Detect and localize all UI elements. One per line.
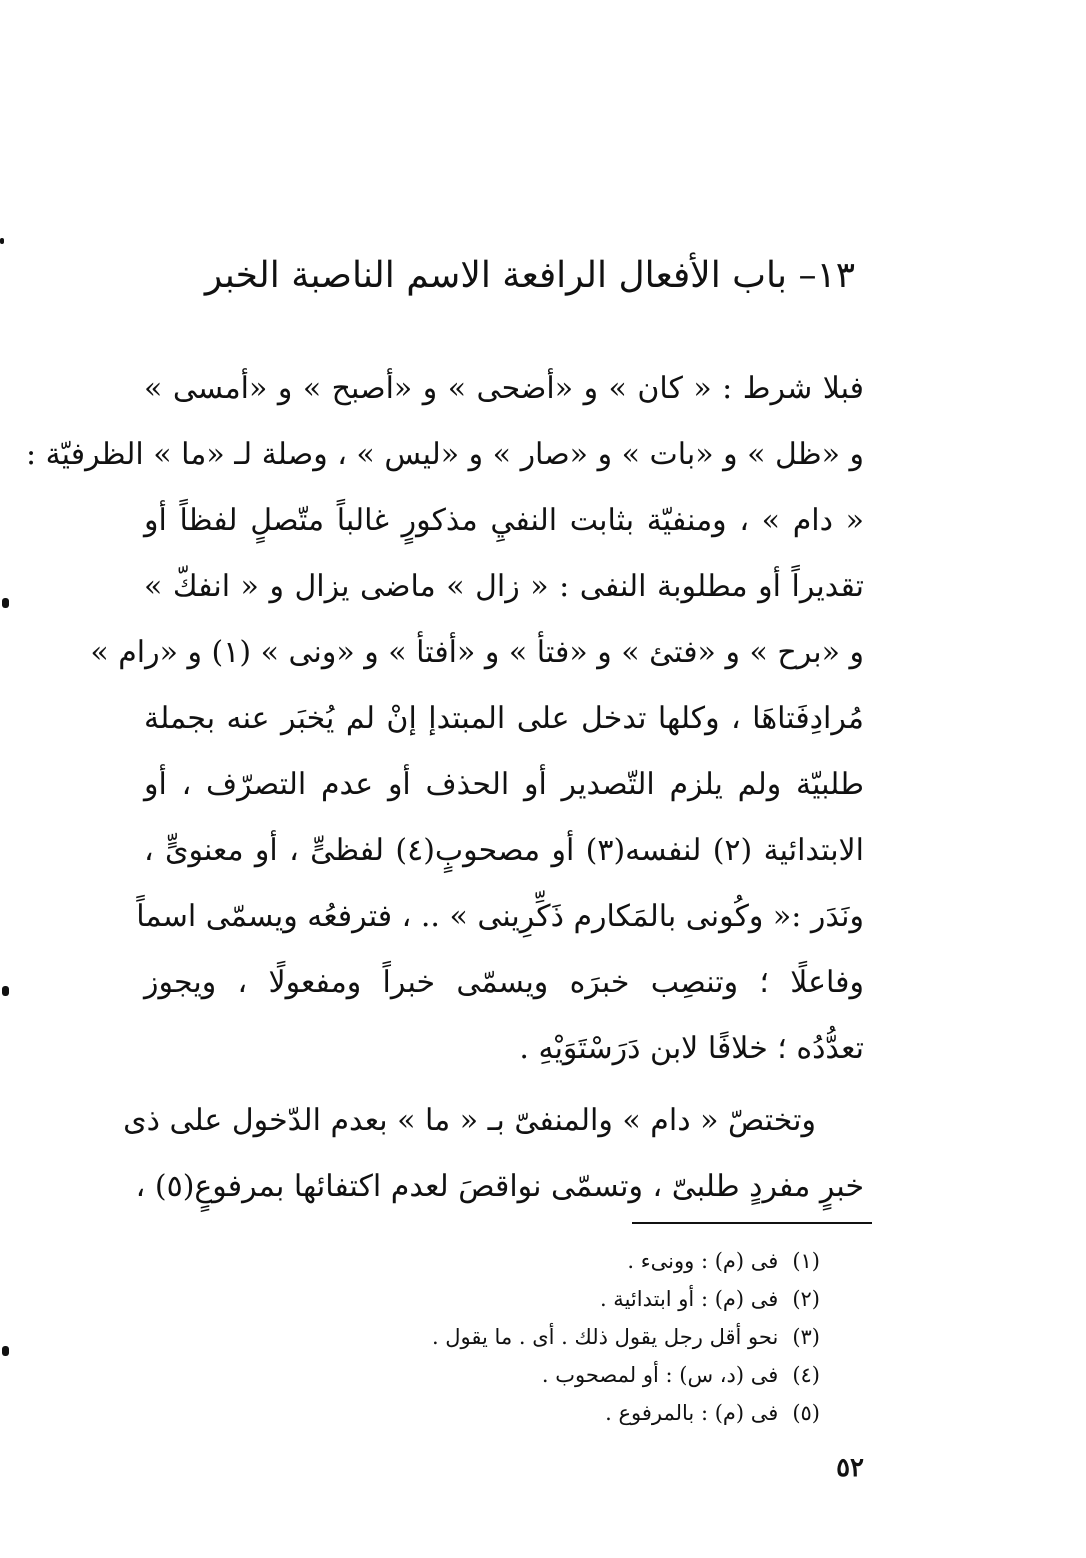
scan-speck (2, 598, 9, 608)
footnote (260, 1318, 820, 1356)
footnote (260, 1242, 820, 1280)
footnote-number: (٥) (792, 1401, 820, 1425)
footnote-number: (١) (792, 1249, 820, 1273)
footnote-text: فى (م) : وونىء . (627, 1249, 779, 1273)
chapter-title: ١٣– باب الأفعال الرافعة الاسم الناصبة الخبر (204, 255, 856, 296)
footnotes-list (260, 1242, 820, 1432)
main-text (25, 356, 865, 1220)
text-line: ونَدَر :« وكُونى بالمَكارم ذَكِّرِينى » .. ، فترفعُه ويسمّى اسماً (136, 899, 864, 934)
text-line: و «برح » و «فتئ » و «فتأ » و «أفتأ » و «ونى » (١) و «رام » (90, 635, 864, 670)
text-line: تقديراً أو مطلوبة النفى : « زال » ماضى يزال و « انفكّ » (144, 569, 864, 604)
footnote (260, 1280, 820, 1318)
text-line: تعدُّدُه ؛ خلافًا لابن دَرَسْتَوَيْهِ . (519, 1031, 864, 1066)
footnote (260, 1394, 820, 1432)
footnote (260, 1356, 820, 1394)
text-line: وفاعلًا ؛ وتنصِب خبرَه ويسمّى خبراً ومفعولًا ، ويجوز (144, 965, 864, 1000)
footnote-text: فى (م) : بالمرفوع . (605, 1401, 779, 1425)
footnote-number: (٢) (792, 1287, 820, 1311)
page-number: ٥٢ (836, 1453, 864, 1483)
scan-speck (0, 238, 4, 244)
text-line: وتختصّ « دام » والمنفىّ بـ « ما » بعدم الدّخول على ذى (123, 1103, 816, 1138)
text-line: و «ظل » و «بات » و «صار » و «ليس » ، وصلة لـ «ما » الظرفيّة : (25, 437, 864, 472)
footnote-text: نحو أقل رجل يقول ذلك . أى . ما يقول . (431, 1325, 779, 1349)
scan-speck (2, 986, 9, 996)
text-line: فبلا شرط : « كان » و «أضحى » و «أصبح » و «أمسى » (144, 371, 864, 406)
footnote-number: (٣) (792, 1325, 820, 1349)
footnote-number: (٤) (792, 1363, 820, 1387)
text-line: « دام » ، ومنفيّة بثابت النفيِ مذكورٍ غالباً متّصلٍ لفظاً أو (144, 503, 864, 538)
text-line: الابتدائية (٢) لنفسه(٣) أو مصحوبٍ(٤) لفظىٍّ ، أو معنوىٍّ ، (144, 833, 865, 868)
footnote-text: فى (د، س) : أو لمصحوب . (541, 1363, 779, 1387)
text-line: خبرٍ مفردٍ طلبىّ ، وتسمّى نواقصَ لعدم اكتفائها بمرفوعٍ(٥) ، (135, 1169, 864, 1204)
footnote-text: فى (م) : أو ابتدائية . (599, 1287, 779, 1311)
text-line: مُرادِفَتاهَا ، وكلها تدخل على المبتدإ إنْ لم يُخبَر عنه بجملة (144, 701, 864, 736)
scan-speck (2, 1346, 9, 1356)
footnote-separator (632, 1222, 872, 1224)
text-line: طلبيّة ولم يلزم التّصدير أو الحذف أو عدم التصرّف ، أو (144, 767, 864, 802)
